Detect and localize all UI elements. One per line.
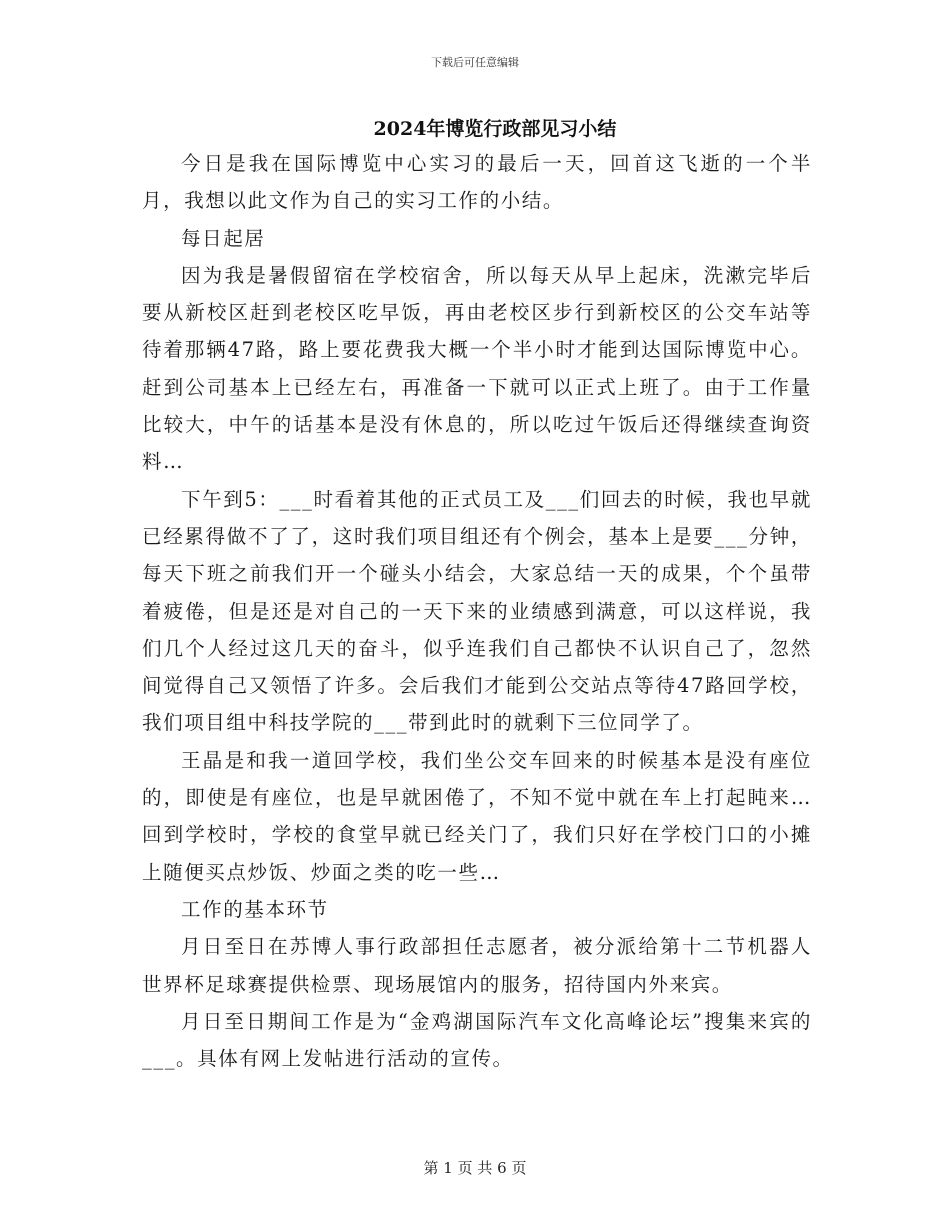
paragraph-volunteer: 月日至日在苏博人事行政部担任志愿者，被分派给第十二节机器人世界杯足球赛提供检票、现场展馆内的服务，招待国内外来宾。	[142, 935, 812, 996]
page-footer: 第 1 页 共 6 页	[423, 1159, 527, 1177]
paragraph-afternoon: 下午到5：___时看着其他的正式员工及___们回去的时候，我也早就已经累得做不了了，这时我们项目组还有个例会，基本上是要___分钟，每天下班之前我们开一个碰头小结会，大家总结一天的成果，个个虽带着疲倦，但是还是对自己的一天下来的业绩感到满意，可以这样说，我们几个人经过这几天的奋斗，似乎连我们自己都快不认识自己了，忽然间觉得自己又领悟了许多。会后我们才能到公交站点等待47路回学校，我们项目组中科技学院的___带到此时的就剩下三位同学了。	[142, 487, 812, 735]
document-title: 2024年博览行政部见习小结	[373, 118, 617, 140]
paragraph-return-school: 王晶是和我一道回学校，我们坐公交车回来的时候基本是没有座位的，即使是有座位，也是早就困倦了，不知不觉中就在车上打起盹来…回到学校时，学校的食堂早就已经关门了，我们只好在学校门口的小摊上随便买点炒饭、炒面之类的吃一些…	[142, 748, 812, 884]
paragraph-daily-routine: 因为我是暑假留宿在学校宿舍，所以每天从早上起床，洗漱完毕后要从新校区赶到老校区吃早饭，再由老校区步行到新校区的公交车站等待着那辆47路，路上要花费我大概一个半小时才能到达国际博览中心。赶到公司基本上已经左右，再准备一下就可以正式上班了。由于工作量比较大，中午的话基本是没有休息的，所以吃过午饭后还得继续查询资料…	[142, 263, 812, 474]
paragraph-forum: 月日至日期间工作是为“金鸡湖国际汽车文化高峰论坛”搜集来宾的___。具体有网上发帖进行活动的宣传。	[142, 1009, 812, 1071]
paragraph-intro: 今日是我在国际博览中心实习的最后一天，回首这飞逝的一个半月，我想以此文作为自己的实习工作的小结。	[142, 152, 812, 213]
document-body	[142, 145, 812, 1077]
page-header: 下载后可任意编辑	[431, 56, 519, 69]
section-heading-work-steps: 工作的基本环节	[181, 897, 329, 921]
section-heading-daily-routine: 每日起居	[181, 226, 266, 250]
